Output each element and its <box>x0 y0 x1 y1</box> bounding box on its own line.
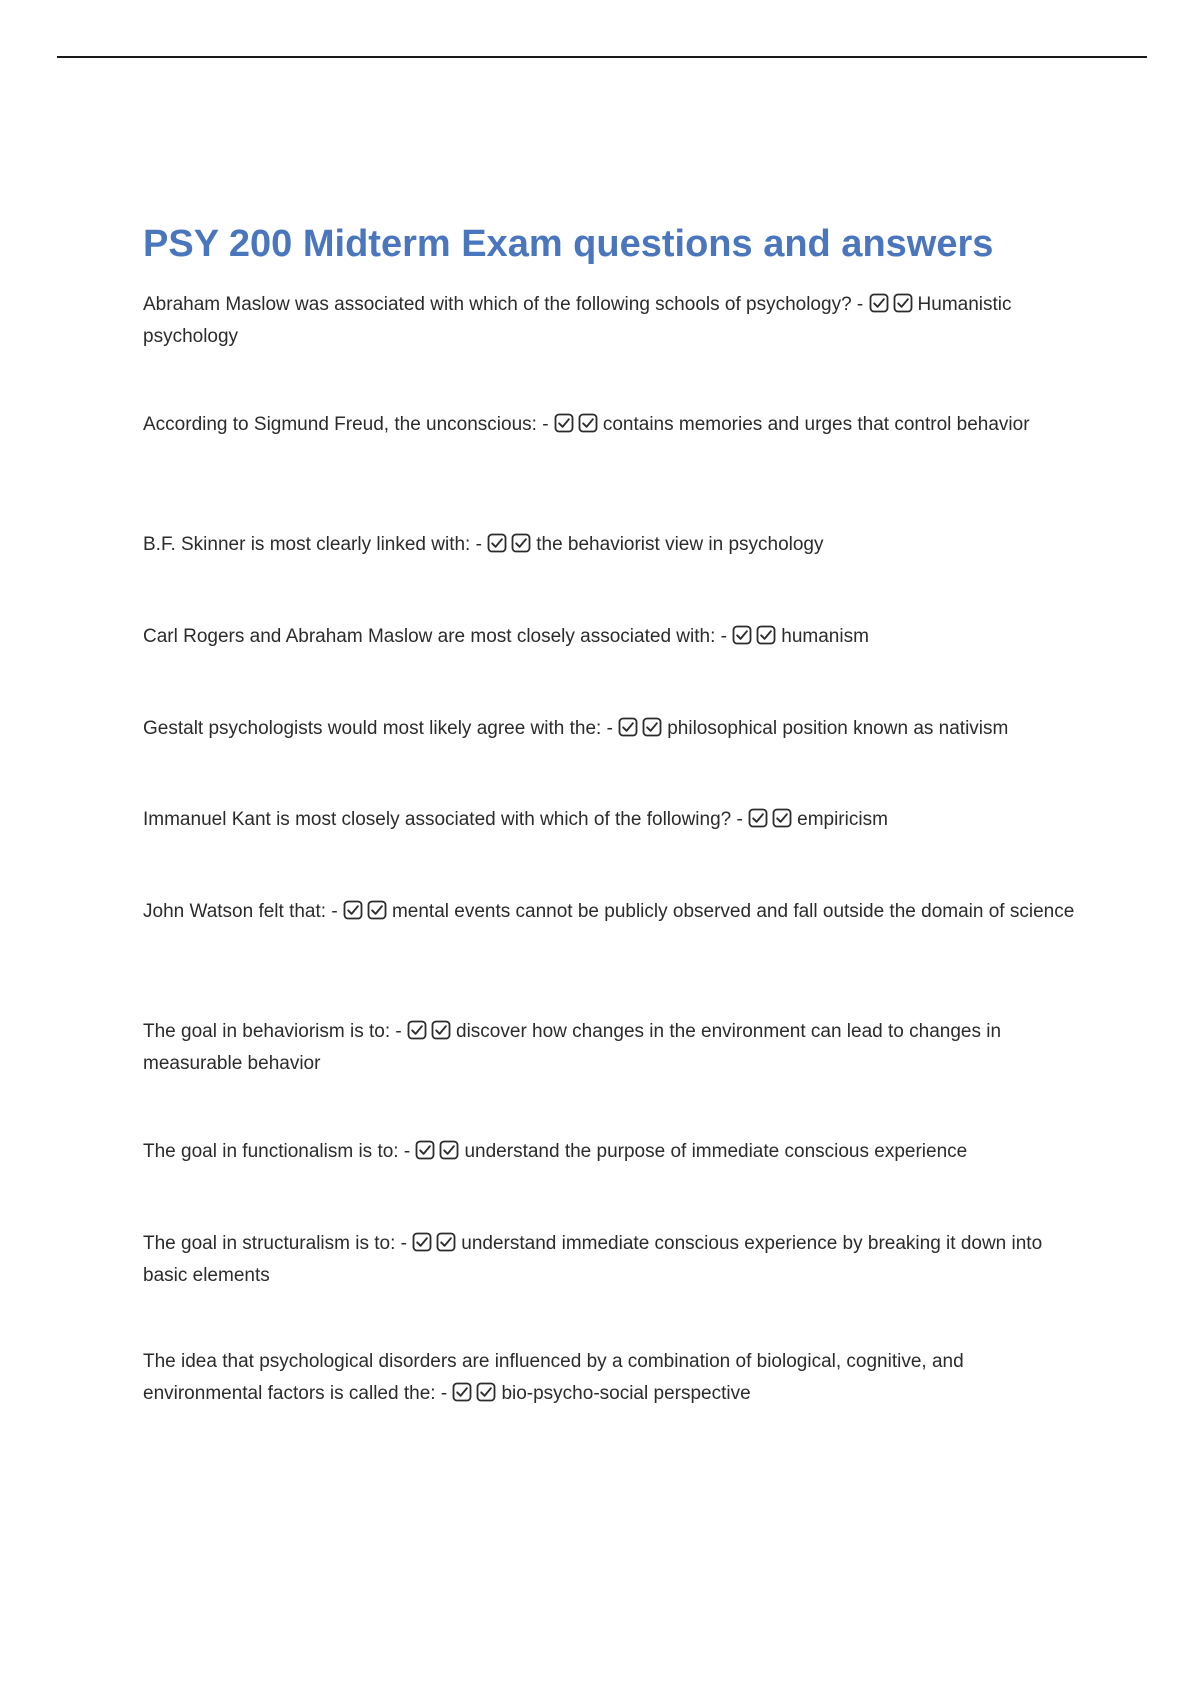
question-text: Abraham Maslow was associated with which of the following schools of psychology? <box>143 294 852 315</box>
answer-text: mental events cannot be publicly observed and fall outside the domain of science <box>391 901 1075 922</box>
qa-item <box>143 622 1078 654</box>
answer-text: the behaviorist view in psychology <box>536 534 824 555</box>
qa-item <box>143 805 1078 837</box>
question-text: Gestalt psychologists would most likely agree with the: <box>143 718 602 739</box>
checked-box-icon <box>732 625 752 645</box>
qa-separator: - <box>601 718 619 739</box>
answer-text: Humanistic psychology <box>143 294 1012 347</box>
qa-item <box>143 530 1078 562</box>
qa-item <box>143 897 1078 929</box>
question-text: John Watson felt that: <box>143 901 327 922</box>
qa-item <box>143 410 1078 442</box>
qa-separator: - <box>536 414 554 435</box>
qa-separator: - <box>395 1233 413 1254</box>
answer-text: discover how changes in the environment can lead to changes in measurable behavior <box>143 1021 1002 1074</box>
answer-text: empiricism <box>797 809 888 830</box>
checked-box-icon <box>415 1140 435 1160</box>
checked-box-icon <box>642 717 662 737</box>
checked-box-icon <box>869 293 889 313</box>
qa-item <box>143 1346 1078 1413</box>
question-text: B.F. Skinner is most clearly linked with: <box>143 534 471 555</box>
checked-box-icon <box>578 413 598 433</box>
answer-marker <box>487 533 535 562</box>
question-text: Immanuel Kant is most closely associated with which of the following? <box>143 809 732 830</box>
answer-marker <box>748 808 796 837</box>
answer-marker <box>869 293 917 322</box>
answer-marker <box>618 717 666 746</box>
qa-separator: - <box>470 534 488 555</box>
answer-marker <box>343 900 391 929</box>
qa-item <box>143 714 1078 746</box>
answer-text: understand immediate conscious experience by breaking it down into basic elements <box>143 1233 1043 1286</box>
qa-separator: - <box>435 1383 453 1404</box>
document-title: PSY 200 Midterm Exam questions and answers <box>143 223 994 265</box>
checked-box-icon <box>452 1382 472 1402</box>
question-text: The goal in structuralism is to: <box>143 1233 396 1254</box>
question-text: Carl Rogers and Abraham Maslow are most closely associated with: <box>143 626 716 647</box>
checked-box-icon <box>436 1232 456 1252</box>
qa-item <box>143 290 1078 351</box>
checked-box-icon <box>431 1020 451 1040</box>
checked-box-icon <box>343 900 363 920</box>
answer-marker <box>452 1381 500 1413</box>
checked-box-icon <box>618 717 638 737</box>
checked-box-icon <box>511 533 531 553</box>
qa-item <box>143 1137 1078 1169</box>
checked-box-icon <box>772 808 792 828</box>
qa-separator: - <box>326 901 343 922</box>
answer-marker <box>415 1140 463 1169</box>
checked-box-icon <box>407 1020 427 1040</box>
qa-separator: - <box>390 1021 408 1042</box>
qa-separator: - <box>398 1141 416 1162</box>
checked-box-icon <box>476 1382 496 1402</box>
answer-marker <box>554 413 602 442</box>
header-rule <box>57 56 1147 58</box>
question-text: The idea that psychological disorders are influenced by a combination of biological, cognitive, and environmental factors is called the: <box>143 1351 964 1404</box>
answer-text: contains memories and urges that control behavior <box>602 414 1030 435</box>
question-text: According to Sigmund Freud, the unconscious: <box>143 414 537 435</box>
answer-text: humanism <box>781 626 869 647</box>
checked-box-icon <box>367 900 387 920</box>
checked-box-icon <box>554 413 574 433</box>
question-text: The goal in functionalism is to: <box>143 1141 399 1162</box>
answer-text: understand the purpose of immediate conscious experience <box>464 1141 968 1162</box>
checked-box-icon <box>412 1232 432 1252</box>
question-text: The goal in behaviorism is to: <box>143 1021 391 1042</box>
answer-marker <box>407 1020 455 1049</box>
qa-separator: - <box>731 809 749 830</box>
answer-text: bio-psycho-social perspective <box>501 1383 751 1404</box>
checked-box-icon <box>439 1140 459 1160</box>
answer-marker <box>732 625 780 654</box>
checked-box-icon <box>487 533 507 553</box>
checked-box-icon <box>748 808 768 828</box>
qa-separator: - <box>715 626 733 647</box>
answer-text: philosophical position known as nativism <box>667 718 1009 739</box>
qa-item <box>143 1017 1078 1078</box>
qa-item <box>143 1229 1078 1290</box>
qa-separator: - <box>851 294 869 315</box>
answer-marker <box>412 1232 460 1261</box>
checked-box-icon <box>893 293 913 313</box>
checked-box-icon <box>756 625 776 645</box>
